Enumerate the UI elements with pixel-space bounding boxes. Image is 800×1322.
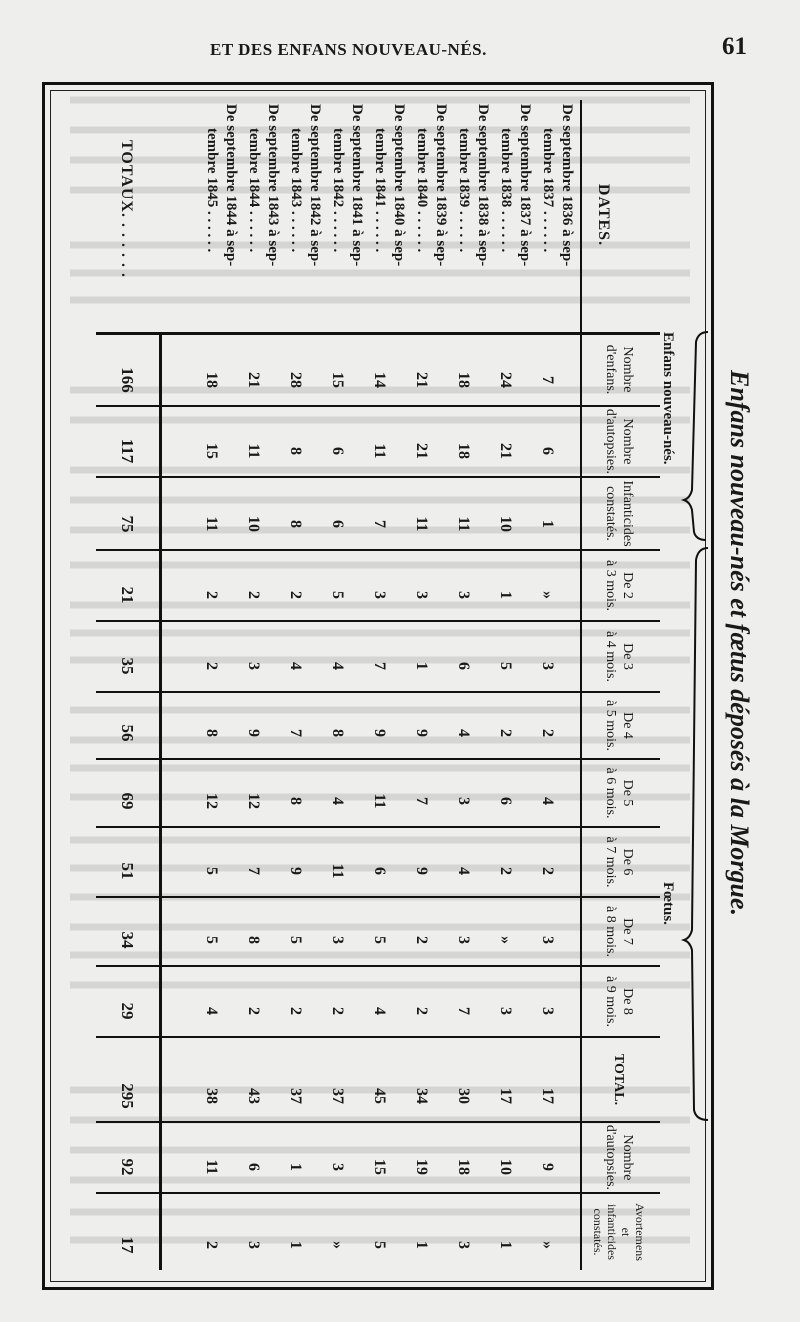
column-rule: [96, 549, 660, 551]
table-cell: 5: [329, 591, 346, 599]
row-date: [454, 104, 492, 266]
table-cell: 34: [413, 1088, 430, 1104]
totals-label: TOTAUX. . . . . . .: [118, 140, 135, 278]
table-cell: 2: [245, 591, 262, 599]
table-cell: 3: [455, 936, 472, 944]
column-header-line: et: [619, 1227, 633, 1237]
table-cell: 4: [329, 797, 346, 805]
table-cell: 1: [413, 1241, 430, 1249]
column-header-3: [582, 478, 656, 549]
row-date-line: tembre 1843 . . . . . .: [288, 128, 304, 253]
column-header-line: TOTAL.: [611, 1053, 627, 1106]
table-cell: 7: [455, 1007, 472, 1015]
column-header-2: [582, 407, 656, 476]
column-header-line: De 5: [620, 779, 635, 807]
table-cell: 6: [371, 867, 388, 875]
column-header-line: Infanticides: [620, 480, 635, 547]
row-date: [328, 104, 366, 266]
table-cell: 2: [203, 1241, 220, 1249]
column-header-6: [582, 693, 656, 758]
column-header-line: De 8: [620, 988, 635, 1015]
row-date-line: De septembre 1844 à sep-: [223, 104, 239, 267]
column-rule: [96, 896, 660, 898]
column-header-line: Nombre: [620, 346, 635, 393]
table-cell: 7: [371, 662, 388, 670]
row-date-line: tembre 1840 . . . . . .: [414, 128, 430, 253]
table-cell: 9: [245, 729, 262, 737]
table-cell: 11: [329, 863, 346, 879]
column-rule: [96, 758, 660, 760]
table-cell: »: [329, 1241, 346, 1249]
running-head: [0, 0, 800, 80]
row-date-line: tembre 1844 . . . . . .: [246, 128, 262, 253]
table-cell: 28: [287, 372, 304, 388]
column-header-5: [582, 622, 656, 691]
column-header-line: à 9 mois.: [603, 976, 618, 1027]
row-date-line: De septembre 1836 à sep-: [559, 104, 575, 267]
table-cell: 21: [413, 372, 430, 388]
table-cell: 10: [497, 1159, 514, 1175]
table-cell: 4: [287, 662, 304, 670]
row-date-line: tembre 1845 . . . . . .: [204, 128, 220, 253]
column-header-7: [582, 760, 656, 826]
table-cell: 4: [203, 1007, 220, 1015]
table-cell: 2: [203, 591, 220, 599]
table-cell: »: [497, 936, 514, 944]
table-cell: 5: [287, 936, 304, 944]
row-date-line: De septembre 1842 à sep-: [307, 104, 323, 267]
table-cell: 2: [539, 867, 556, 875]
rotated-table: [40, 70, 760, 1280]
totals-cell: 295: [118, 1083, 137, 1109]
table-cell: 11: [371, 443, 388, 459]
totals-cell: 117: [118, 438, 137, 464]
column-header-10: [582, 967, 656, 1036]
column-header-line: De 4: [620, 712, 635, 739]
column-header-line: infanticides: [605, 1204, 619, 1260]
table-cell: »: [539, 591, 556, 599]
table-cell: 15: [203, 443, 220, 459]
totals-cell: 29: [118, 1002, 137, 1020]
table-cell: 5: [371, 936, 388, 944]
table-cell: 12: [245, 793, 262, 809]
table-cell: 7: [539, 376, 556, 384]
group-braces: [640, 70, 760, 1280]
row-date-line: De septembre 1843 à sep-: [265, 104, 281, 267]
table-cell: 18: [455, 1159, 472, 1175]
table-cell: 9: [413, 729, 430, 737]
table-cell: 2: [497, 867, 514, 875]
group-label-infants: Enfans nouveau-nés.: [660, 332, 676, 465]
table-cell: 21: [245, 372, 262, 388]
row-date: [202, 104, 240, 266]
totals-cell: 92: [118, 1158, 137, 1176]
table-cell: 10: [497, 516, 514, 532]
column-header-line: De 2: [620, 572, 635, 599]
table-cell: 2: [413, 936, 430, 944]
row-date: [244, 104, 282, 266]
table-cell: 9: [287, 867, 304, 875]
table-cell: 15: [329, 372, 346, 388]
table-cell: 3: [371, 591, 388, 599]
table-cell: 1: [287, 1163, 304, 1171]
table-cell: 2: [539, 729, 556, 737]
totals-cell: 34: [118, 931, 137, 949]
column-header-line: d'enfans.: [603, 344, 618, 395]
column-rule: [96, 332, 660, 335]
table-cell: 2: [287, 1007, 304, 1015]
table-cell: 7: [245, 867, 262, 875]
table-cell: 18: [455, 372, 472, 388]
column-header-line: De 7: [620, 918, 635, 945]
table-cell: 5: [203, 867, 220, 875]
column-rule: [96, 691, 660, 693]
table-cell: 3: [329, 936, 346, 944]
table-cell: 7: [371, 520, 388, 528]
table-cell: 2: [329, 1007, 346, 1015]
table-cell: 38: [203, 1088, 220, 1104]
column-header-12: [582, 1123, 656, 1192]
table-cell: 17: [539, 1088, 556, 1104]
row-date: [370, 104, 408, 266]
table-cell: 5: [497, 662, 514, 670]
column-header-11: [582, 1038, 656, 1121]
table-cell: 4: [329, 662, 346, 670]
column-header-line: Nombre: [620, 1134, 635, 1181]
column-rule: [96, 1036, 660, 1038]
table-cell: 3: [413, 591, 430, 599]
row-date-line: De septembre 1841 à sep-: [349, 104, 365, 267]
row-date-line: tembre 1838 . . . . . .: [498, 128, 514, 253]
table-cell: 3: [539, 936, 556, 944]
row-date-line: De septembre 1838 à sep-: [475, 104, 491, 267]
table-cell: 9: [413, 867, 430, 875]
table-cell: 6: [329, 447, 346, 455]
table-cell: 9: [539, 1163, 556, 1171]
table-cell: 11: [203, 516, 220, 532]
table-cell: 4: [455, 729, 472, 737]
table-cell: 8: [287, 447, 304, 455]
totals-cell: 56: [118, 724, 137, 742]
table-cell: 11: [413, 516, 430, 532]
table-cell: 4: [539, 797, 556, 805]
table-cell: 21: [497, 443, 514, 459]
table-cell: 2: [287, 591, 304, 599]
column-header-8: [582, 828, 656, 896]
table-cell: 3: [455, 797, 472, 805]
column-header-line: Nombre: [620, 418, 635, 465]
table-cell: 11: [371, 793, 388, 809]
table-cell: 11: [245, 443, 262, 459]
running-head-title: ET DES ENFANS NOUVEAU-NÉS.: [210, 40, 487, 59]
column-rule: [96, 1192, 660, 1194]
table-cell: 37: [329, 1088, 346, 1104]
table-cell: 3: [455, 591, 472, 599]
totals-cell: 69: [118, 792, 137, 810]
column-header-line: Avortemens: [633, 1203, 647, 1261]
column-header-line: à 6 mois.: [603, 767, 618, 819]
column-rule: [96, 620, 660, 622]
dates-header: DATES.: [595, 183, 613, 247]
column-header-1: [582, 334, 656, 405]
table-cell: 3: [497, 1007, 514, 1015]
table-cell: 3: [245, 1241, 262, 1249]
table-cell: 7: [287, 729, 304, 737]
totals-cell: 166: [118, 367, 137, 393]
totals-cell: 51: [118, 862, 137, 880]
column-rule: [96, 476, 660, 478]
table-cell: 5: [371, 1241, 388, 1249]
column-header-line: d'autopsies.: [603, 1124, 618, 1191]
column-header-line: à 3 mois.: [603, 560, 618, 611]
table-cell: 1: [497, 1241, 514, 1249]
column-rule: [96, 1121, 660, 1123]
column-header-13: [582, 1194, 656, 1270]
column-header-line: à 8 mois.: [603, 906, 618, 957]
table-cell: 10: [245, 516, 262, 532]
column-header-9: [582, 898, 656, 965]
row-rule: [580, 100, 582, 1270]
row-rule: [159, 332, 162, 1270]
table-cell: 17: [497, 1088, 514, 1104]
column-header-line: constatés.: [591, 1208, 605, 1256]
row-date: [412, 104, 450, 266]
page-number: 61: [722, 33, 747, 60]
column-rule: [96, 405, 660, 407]
column-rule: [96, 826, 660, 828]
table-cell: »: [539, 1241, 556, 1249]
totals-cell: 75: [118, 515, 137, 533]
table-cell: 18: [203, 372, 220, 388]
column-header-line: à 7 mois.: [603, 836, 618, 888]
table-cell: 18: [455, 443, 472, 459]
table-cell: 11: [203, 1159, 220, 1175]
table-cell: 2: [413, 1007, 430, 1015]
table-cell: 1: [497, 591, 514, 599]
table-cell: 3: [455, 1241, 472, 1249]
table-cell: 3: [329, 1163, 346, 1171]
table-cell: 15: [371, 1159, 388, 1175]
table-cell: 4: [371, 1007, 388, 1015]
table-cell: 4: [455, 867, 472, 875]
table-cell: 45: [371, 1088, 388, 1104]
table-cell: 11: [455, 516, 472, 532]
row-date: [538, 104, 576, 266]
table-cell: 14: [371, 372, 388, 388]
table-cell: 1: [413, 662, 430, 670]
column-header-line: constatés.: [603, 486, 618, 541]
table-cell: 1: [287, 1241, 304, 1249]
row-date-line: De septembre 1840 à sep-: [391, 104, 407, 267]
table-cell: 3: [245, 662, 262, 670]
table-cell: 37: [287, 1088, 304, 1104]
row-date-line: tembre 1837 . . . . . .: [540, 128, 556, 253]
table-cell: 24: [497, 372, 514, 388]
row-date-line: De septembre 1839 à sep-: [433, 104, 449, 267]
column-header-line: De 3: [620, 643, 635, 670]
table-cell: 6: [539, 447, 556, 455]
column-header-line: d'autopsies.: [603, 408, 618, 475]
table-cell: 3: [539, 662, 556, 670]
table-cell: 8: [287, 797, 304, 805]
column-header-line: à 4 mois.: [603, 631, 618, 682]
column-header-4: [582, 551, 656, 620]
totals-cell: 17: [118, 1236, 137, 1254]
row-date-line: tembre 1842 . . . . . .: [330, 128, 346, 253]
row-date: [496, 104, 534, 266]
table-cell: 8: [203, 729, 220, 737]
column-header-line: à 5 mois.: [603, 700, 618, 751]
row-date: [286, 104, 324, 266]
group-label-fetus: Fœtus.: [660, 882, 676, 925]
table-cell: 19: [413, 1159, 430, 1175]
row-date-line: tembre 1841 . . . . . .: [372, 128, 388, 253]
table-cell: 8: [329, 729, 346, 737]
table-cell: 12: [203, 793, 220, 809]
table-cell: 5: [203, 936, 220, 944]
table-cell: 8: [287, 520, 304, 528]
row-date-line: tembre 1839 . . . . . .: [456, 128, 472, 253]
table-cell: 3: [539, 1007, 556, 1015]
column-header-line: De 6: [620, 848, 635, 876]
row-date-line: De septembre 1837 à sep-: [517, 104, 533, 267]
table-cell: 2: [245, 1007, 262, 1015]
table-cell: 21: [413, 443, 430, 459]
totals-cell: 35: [118, 657, 137, 675]
table-cell: 6: [329, 520, 346, 528]
table-cell: 6: [497, 797, 514, 805]
table-cell: 9: [371, 729, 388, 737]
table-cell: 43: [245, 1088, 262, 1104]
table-cell: 6: [245, 1163, 262, 1171]
table-cell: 1: [539, 520, 556, 528]
table-cell: 7: [413, 797, 430, 805]
table-cell: 8: [245, 936, 262, 944]
column-rule: [96, 965, 660, 967]
table-caption: Enfans nouveau-nés et fœtus déposés à la Morgue.: [725, 370, 754, 917]
table-cell: 2: [203, 662, 220, 670]
table-cell: 30: [455, 1088, 472, 1104]
table-cell: 6: [455, 662, 472, 670]
totals-cell: 21: [118, 586, 137, 604]
table-cell: 2: [497, 729, 514, 737]
